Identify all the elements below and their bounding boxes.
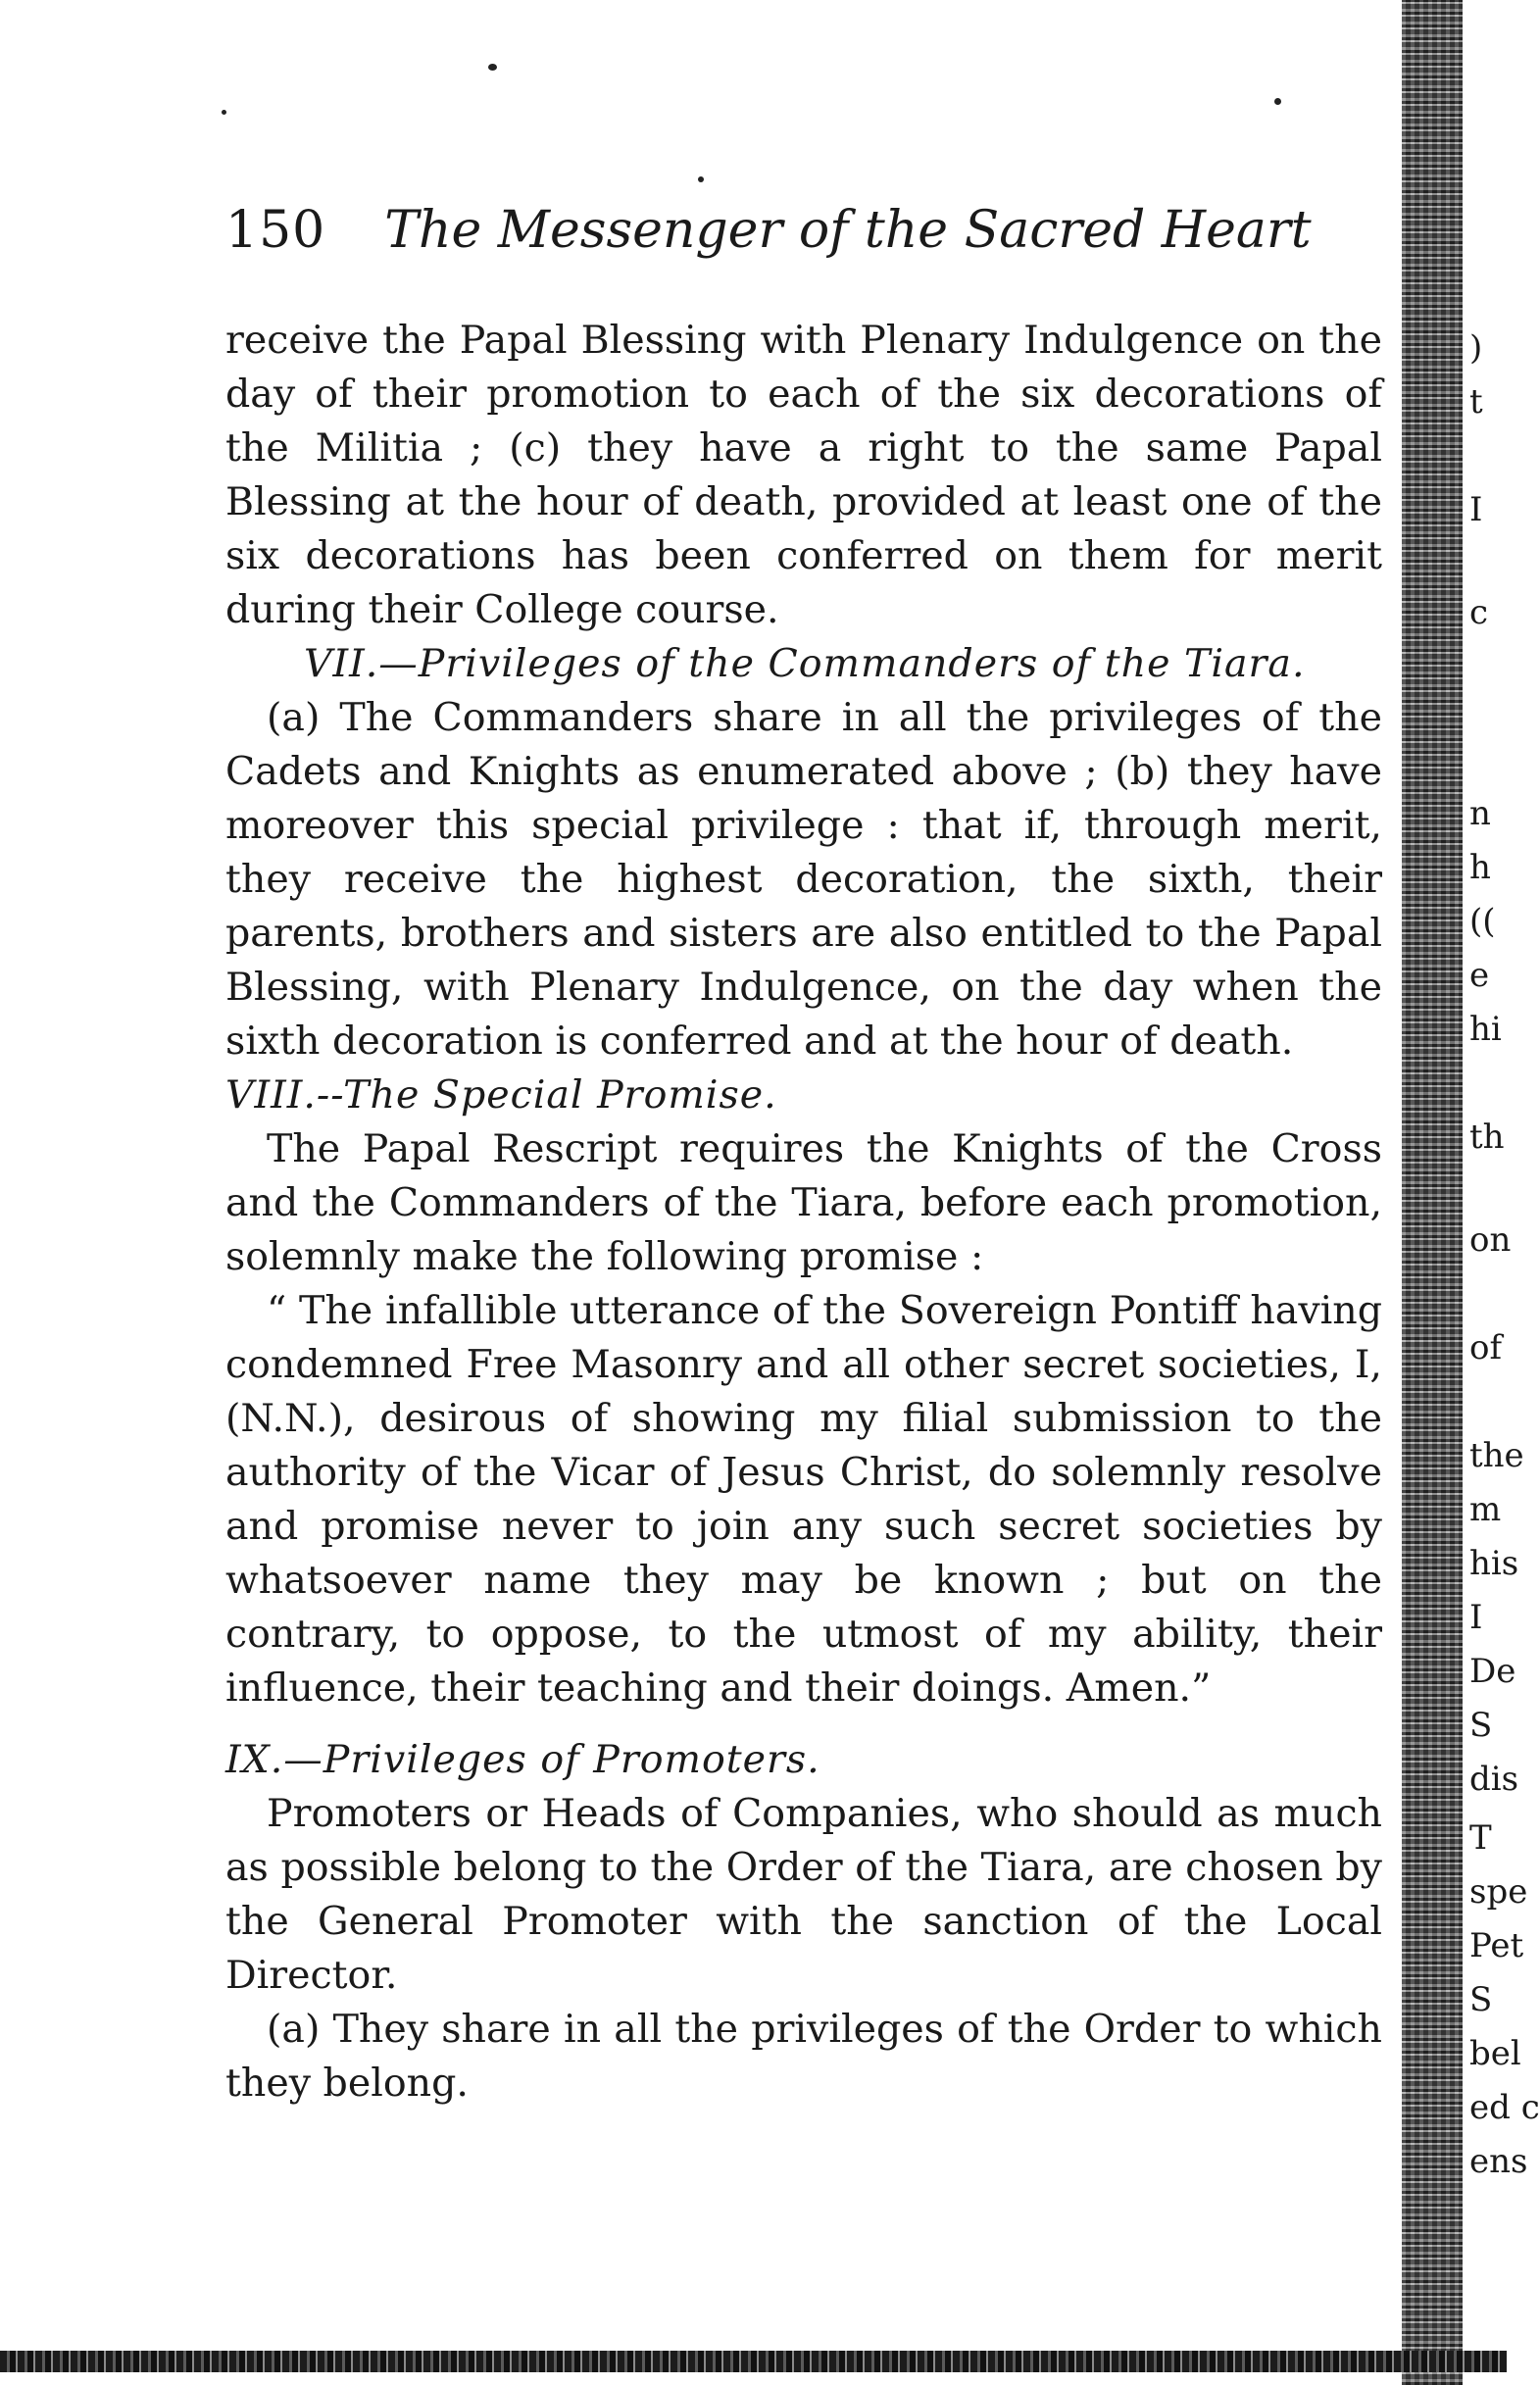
section-heading-ix: IX.—Privileges of Promoters. xyxy=(225,1737,820,1782)
adjacent-page-fragment: dis xyxy=(1469,1760,1519,1799)
adjacent-page-fragment: the xyxy=(1469,1436,1524,1475)
page-body xyxy=(225,314,1382,2111)
adjacent-page-fragment: Pet xyxy=(1469,1926,1524,1965)
page-number: 150 xyxy=(225,201,326,260)
adjacent-page-fragment: his xyxy=(1469,1544,1519,1583)
running-title: The Messenger of the Sacred Heart xyxy=(384,201,1312,260)
scan-speck xyxy=(698,176,704,182)
scan-speck xyxy=(1274,98,1281,105)
adjacent-page-fragment: ens xyxy=(1469,2142,1528,2181)
section-heading-viii: VIII.--The Special Promise. xyxy=(225,1072,777,1118)
adjacent-page-fragment: th xyxy=(1469,1118,1505,1157)
adjacent-page-fragment: c xyxy=(1469,593,1489,632)
scan-speck xyxy=(222,110,226,115)
adjacent-page-fragment: I xyxy=(1469,1598,1483,1637)
paragraph-promoters-privileges: (a) They share in all the privileges of the Order to which they belong. xyxy=(225,2007,1382,2106)
section-heading-vii: VII.—Privileges of the Commanders of the Tiara. xyxy=(304,641,1306,686)
adjacent-page-fragment: h xyxy=(1469,848,1491,887)
adjacent-page-fragment: De xyxy=(1469,1652,1516,1691)
adjacent-page-fragment: T xyxy=(1469,1818,1492,1858)
paragraph-promoters: Promoters or Heads of Companies, who should as much as possible belong to the Order of the Tiara, are chosen by the General Promoter with the sanction of the Local Director. xyxy=(225,1791,1382,1998)
page-bottom-edge-shadow xyxy=(0,2351,1507,2372)
adjacent-page-fragment: ed c xyxy=(1469,2088,1540,2127)
paragraph-commanders: (a) The Commanders share in all the privileges of the Cadets and Knights as enumerated above ; (b) they have moreover this special privilege : that if, through merit, they receive the highest decoration, the sixth, their parents, brothers and sisters are also entitled to the Papal Blessing, with Plenary Indulgence, on the day when the sixth decoration is conferred and at the hour of death. xyxy=(225,695,1382,1064)
adjacent-page-fragment: of xyxy=(1469,1328,1503,1367)
adjacent-page-fragment: e xyxy=(1469,956,1490,995)
adjacent-page-fragment: S xyxy=(1469,1980,1493,2019)
adjacent-page-fragment: ) xyxy=(1469,328,1483,368)
adjacent-page-fragment: m xyxy=(1469,1490,1502,1529)
adjacent-page-fragment: t xyxy=(1469,382,1483,422)
paragraph-promise: “ The infallible utterance of the Sovereign Pontiff having condemned Free Masonry and all other secret societies, I, (N.N.), desirous of showing my filial submission to the authority of the Vicar of Jesus Christ, do solemnly resolve and promise never to join any such secret societies by whatsoever name they may be known ; but on the contrary, to oppose, to the utmost of my ability, their influence, their teaching and their doings. Amen.” xyxy=(225,1288,1382,1711)
adjacent-page-fragment: I xyxy=(1469,490,1483,529)
adjacent-page-fragment: hi xyxy=(1469,1010,1502,1049)
adjacent-page-fragment: n xyxy=(1469,794,1491,833)
adjacent-page-fragment: spe xyxy=(1469,1872,1528,1912)
adjacent-page-fragment: bel xyxy=(1469,2034,1521,2073)
adjacent-page-fragment: (( xyxy=(1469,902,1496,941)
paragraph-continuation: receive the Papal Blessing with Plenary Indulgence on the day of their promotion to each of the six decorations of the Militia ; (c) they have a right to the same Papal Blessing at the hour of death, provided at least one of the six decorations has been conferred on them for merit during their College course. xyxy=(225,318,1382,632)
adjacent-page-fragment: on xyxy=(1469,1220,1512,1260)
paragraph-rescript: The Papal Rescript requires the Knights of the Cross and the Commanders of the Tiara, before each promotion, solemnly make the following promise : xyxy=(225,1126,1382,1279)
adjacent-page-edge xyxy=(1465,0,1540,2385)
page-header xyxy=(225,201,1312,260)
scan-speck xyxy=(488,64,497,71)
book-gutter-shadow xyxy=(1402,0,1463,2385)
adjacent-page-fragment: S xyxy=(1469,1706,1493,1745)
